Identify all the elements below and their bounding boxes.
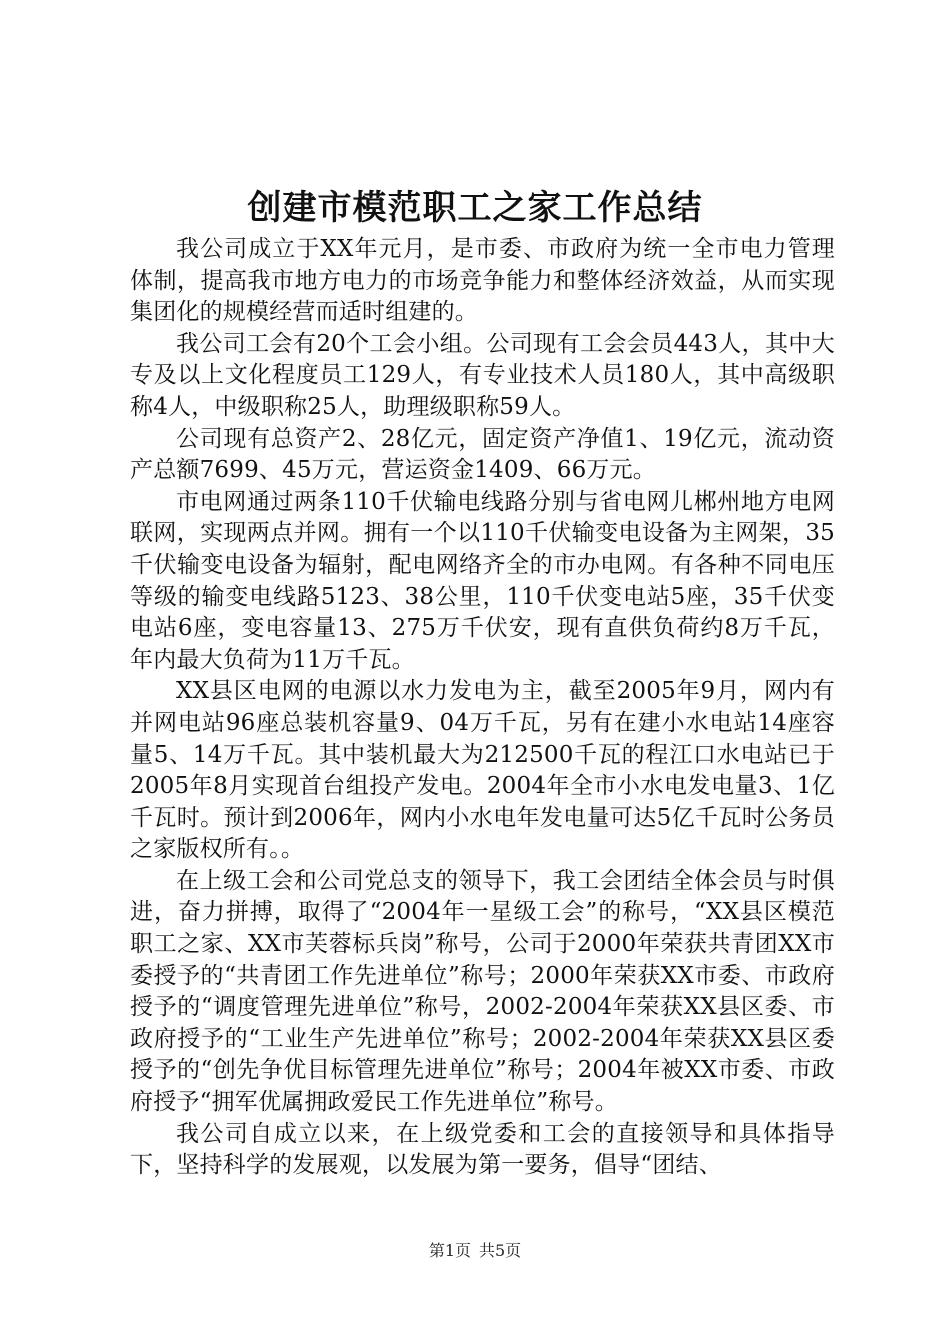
- paragraph: 在上级工会和公司党总支的领导下，我工会团结全体会员与时俱进，奋力拼搏，取得了“2004年一星级工会”的称号，“XX县区模范职工之家、XX市芙蓉标兵岗”称号，公司于2000年荣获共青团XX市委授予的“共青团工作先进单位”称号；2000年荣获XX市委、市政府授予的“调度管理先进单位”称号，2002-2004年荣获XX县区委、市政府授予的“工业生产先进单位”称号；2002-2004年荣获XX县区委授予的“创先争优目标管理先进单位”称号；2004年被XX市委、市政府授予“拥军优属拥政爱民工作先进单位”称号。: [130, 867, 835, 1116]
- page-footer: [0, 1240, 950, 1262]
- page-number: 第1页: [428, 1241, 471, 1260]
- paragraph: 公司现有总资产2、28亿元，固定资产净值1、19亿元，流动资产总额7699、45万元，营运资金1409、66万元。: [130, 425, 835, 484]
- document-title: 创建市模范职工之家工作总结: [247, 188, 703, 228]
- paragraph: XX县区电网的电源以水力发电为主，截至2005年9月，网内有并网电站96座总装机容量9、04万千瓦，另有在建小水电站14座容量5、14万千瓦。其中装机最大为212500千瓦的程江口水电站已于2005年8月实现首台组投产发电。2004年全市小水电发电量3、1亿千瓦时。预计到2006年，网内小水电年发电量可达5亿千瓦时公务员之家版权所有。。: [130, 678, 835, 863]
- document-body: [130, 234, 835, 1182]
- paragraph: 我公司成立于XX年元月，是市委、市政府为统一全市电力管理体制，提高我市地方电力的市场竞争能力和整体经济效益，从而实现集团化的规模经营而适时组建的。: [130, 236, 835, 326]
- paragraph: 市电网通过两条110千伏输电线路分别与省电网儿郴州地方电网联网，实现两点并网。拥有一个以110千伏输变电设备为主网架，35千伏输变电设备为辐射，配电网络齐全的市办电网。有各种不同电压等级的输变电线路5123、38公里，110千伏变电站5座，35千伏变电站6座，变电容量13、275万千伏安，现有直供负荷约8万千瓦，年内最大负荷为11万千瓦。: [130, 488, 835, 673]
- paragraph: 我公司自成立以来，在上级党委和工会的直接领导和具体指导下，坚持科学的发展观，以发展为第一要务，倡导“团结、: [130, 1120, 835, 1179]
- page-total: 共5页: [479, 1241, 522, 1260]
- paragraph: 我公司工会有20个工会小组。公司现有工会会员443人，其中大专及以上文化程度员工129人，有专业技术人员180人，其中高级职称4人，中级职称25人，助理级职称59人。: [130, 330, 835, 420]
